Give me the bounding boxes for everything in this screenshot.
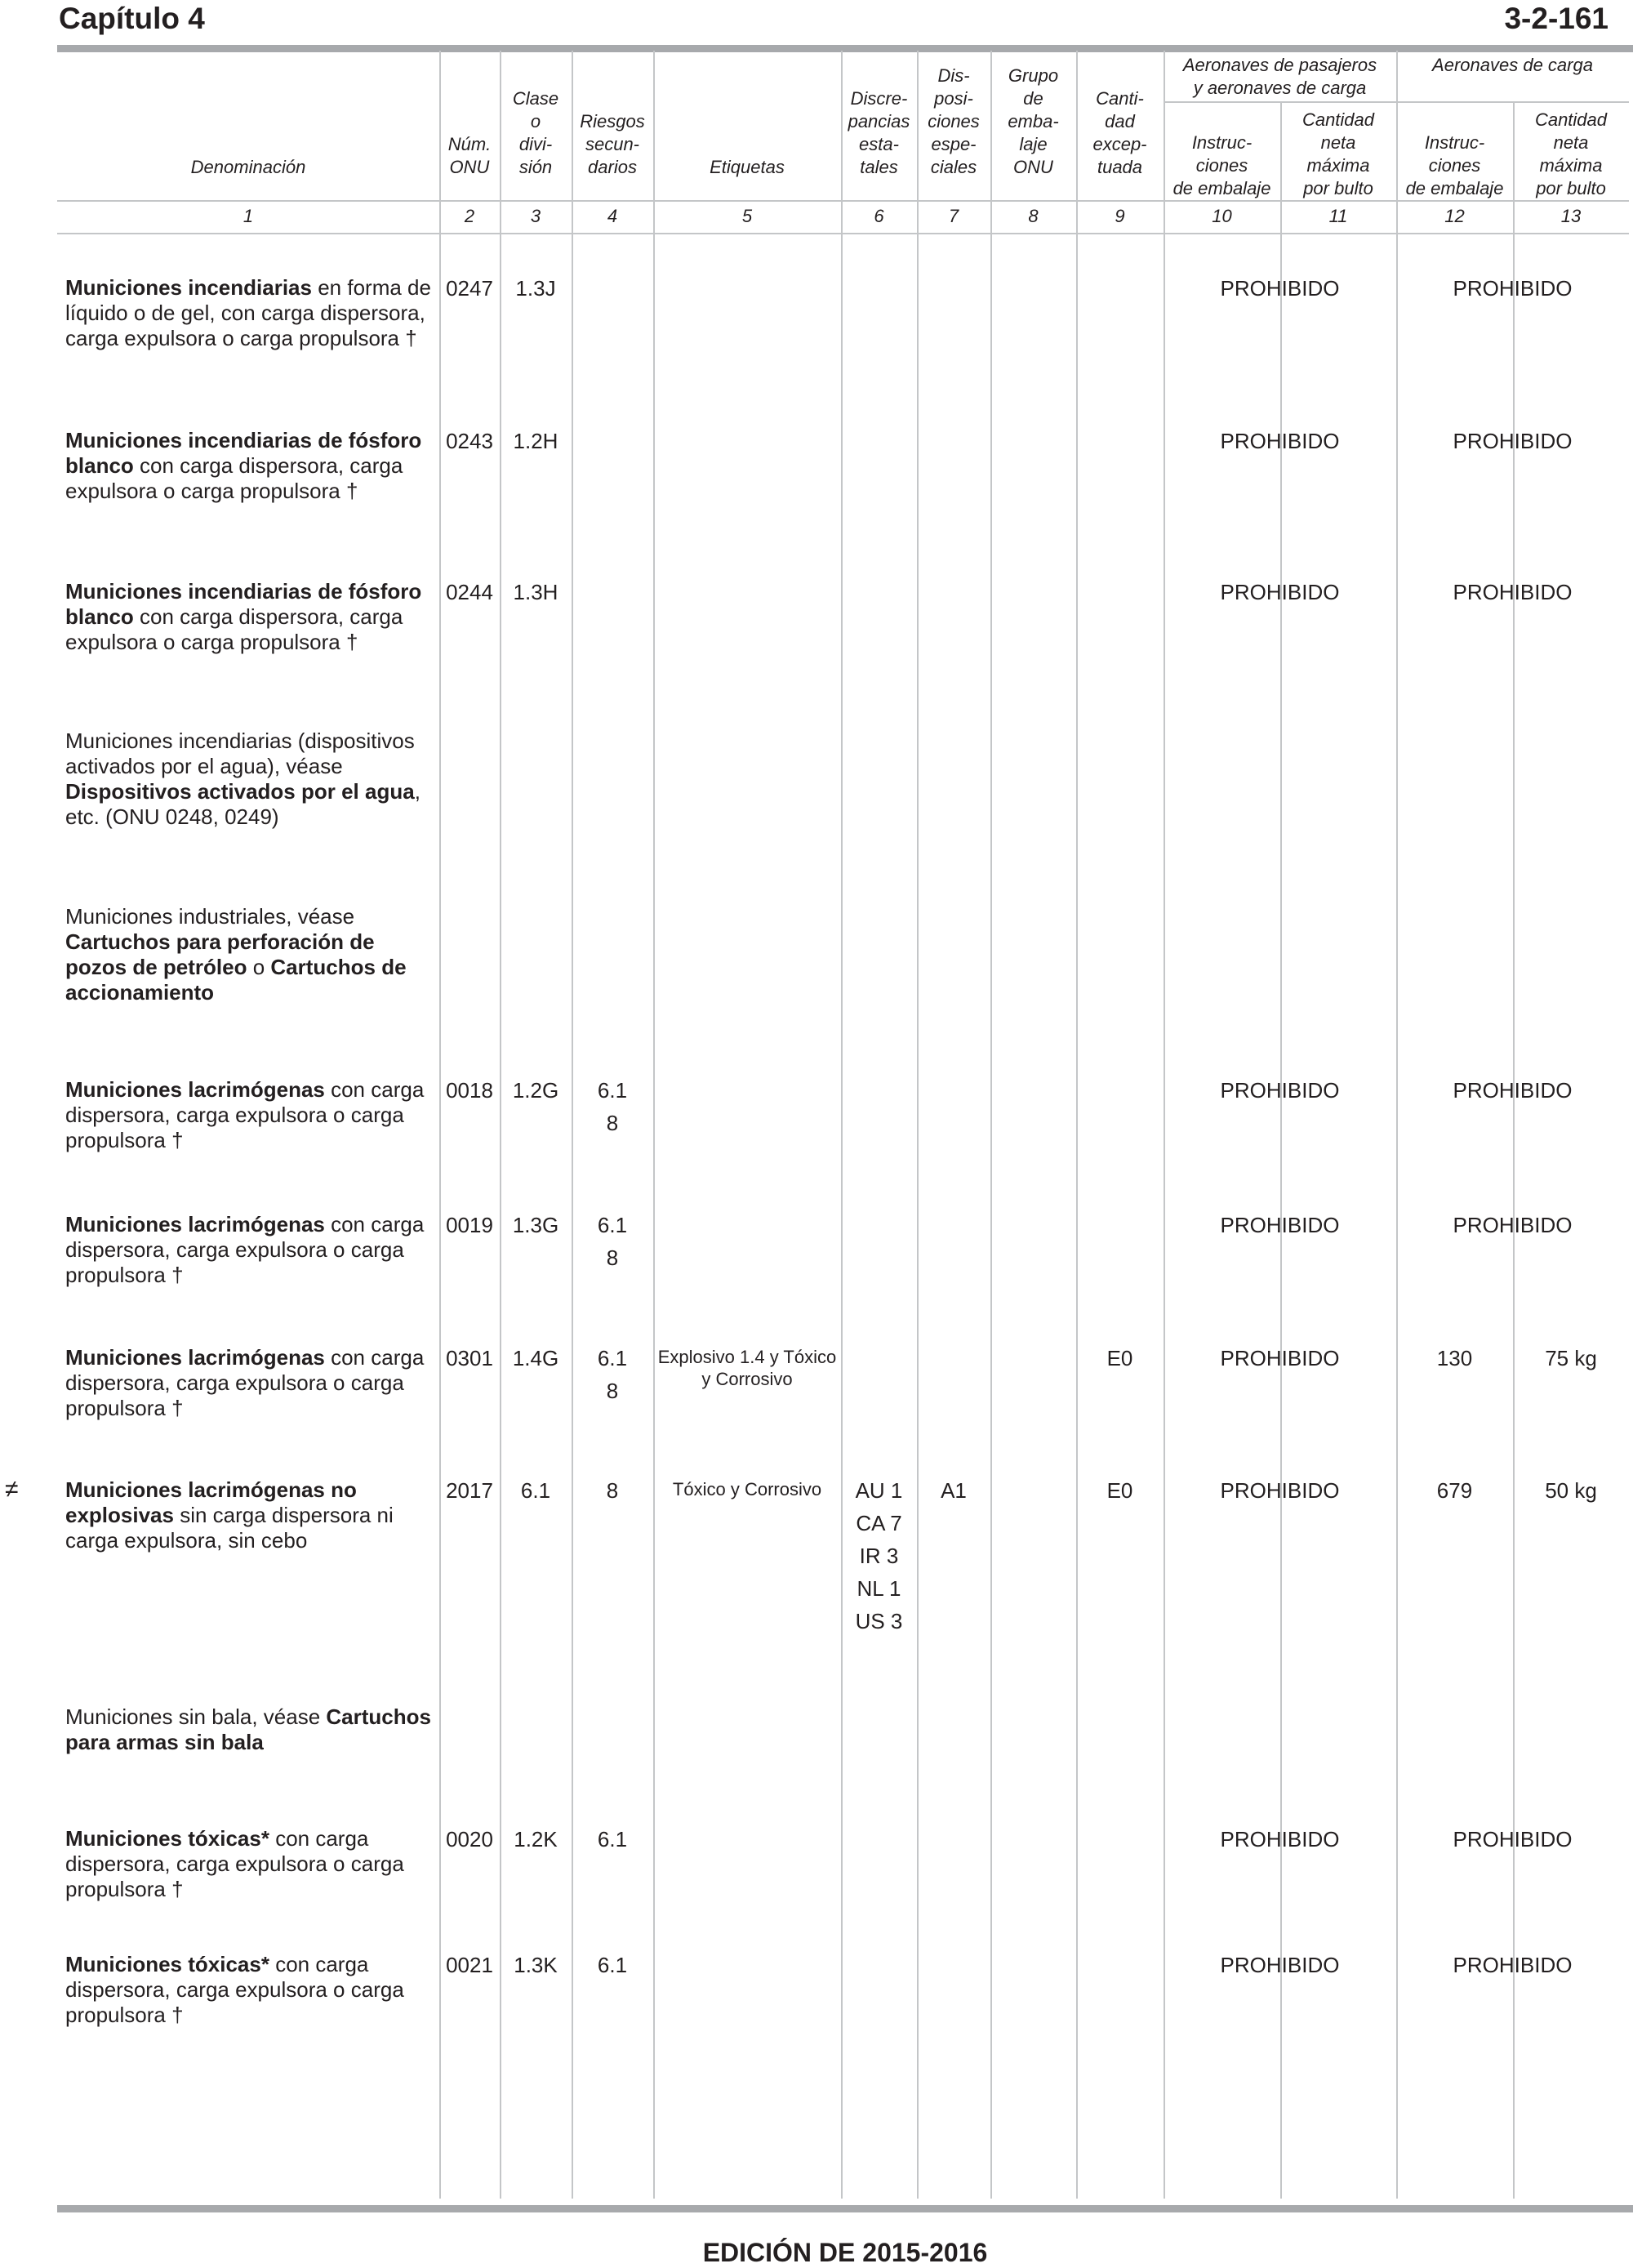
entry-name <box>65 1212 437 1288</box>
header-riesgos-line: secun- <box>585 134 640 154</box>
excepted-quantity: E0 <box>1106 1478 1133 1503</box>
header-cargo-instructions-line: Instruc- <box>1424 132 1485 153</box>
entry-name-text: o <box>247 955 271 979</box>
header-discrepancias-line: Discre- <box>850 88 908 109</box>
entry-name-text: con carga dispersora, carga expulsora o carga propulsora † <box>65 604 403 654</box>
passenger-prohibited: PROHIBIDO <box>1220 1478 1340 1503</box>
header-disposiciones-line: Dis- <box>937 65 970 86</box>
state-variation: CA 7 <box>856 1511 902 1535</box>
entry-name-text: con carga dispersora, carga expulsora o carga propulsora † <box>65 1345 425 1420</box>
class-division: 1.3J <box>515 276 556 301</box>
entry-name <box>65 579 437 655</box>
header-cargo-quantity-line: por bulto <box>1536 178 1606 198</box>
header-num-onu-line: Núm. <box>447 134 492 154</box>
entry-name <box>65 729 437 830</box>
header-group-passenger <box>1164 54 1396 100</box>
header-grupo-embalaje <box>990 65 1076 179</box>
passenger-prohibited: PROHIBIDO <box>1220 1346 1340 1370</box>
header-clase-line: Clase <box>512 88 559 109</box>
header-cantidad-exceptuada-line: tuada <box>1097 157 1143 177</box>
entry-name-bold: Cartuchos para perforación de pozos de petróleo <box>65 929 375 979</box>
column-number: 10 <box>1212 206 1232 226</box>
entry-name-text: Municiones incendiarias (dispositivos activados por el agua), véase <box>65 729 415 778</box>
passenger-prohibited: PROHIBIDO <box>1220 429 1340 453</box>
class-division: 1.3G <box>512 1213 559 1237</box>
header-discrepancias-line: esta- <box>859 134 899 154</box>
entry-name <box>65 1952 437 2028</box>
subsidiary-risk: 6.1 <box>597 1346 628 1370</box>
header-grupo-embalaje-line: Grupo <box>1008 65 1059 86</box>
header-cargo-quantity <box>1513 109 1629 200</box>
state-variation: IR 3 <box>859 1544 899 1568</box>
subsidiary-risk: 8 <box>606 1379 619 1403</box>
state-variation: AU 1 <box>855 1478 903 1503</box>
state-variation: NL 1 <box>857 1576 901 1601</box>
column-number: 1 <box>243 206 254 226</box>
passenger-prohibited: PROHIBIDO <box>1220 1827 1340 1851</box>
difference-mark: ≠ <box>5 1476 19 1503</box>
header-clase-line: sión <box>518 157 553 177</box>
class-division: 1.3K <box>514 1953 558 1977</box>
entry-name-bold: Municiones incendiarias de fósforo blanco <box>65 579 422 629</box>
header-cargo-instructions <box>1396 131 1513 200</box>
header-grupo-embalaje-line: ONU <box>1013 157 1053 177</box>
subsidiary-risk: 6.1 <box>597 1827 628 1851</box>
header-group-passenger-line: y aeronaves de carga <box>1193 78 1367 98</box>
header-num-onu-line: ONU <box>449 157 490 177</box>
entry-name <box>65 428 437 504</box>
entry-name-bold: Municiones incendiarias <box>65 275 312 300</box>
header-grupo-embalaje-line: emba- <box>1008 111 1059 131</box>
header-cargo-instructions-line: de embalaje <box>1405 178 1504 198</box>
header-denominacion-line: Denominación <box>190 157 306 177</box>
header-group-cargo-line: Aeronaves de carga <box>1432 55 1593 75</box>
entry-name <box>65 1345 437 1421</box>
entry-name <box>65 1077 437 1153</box>
cargo-prohibited: PROHIBIDO <box>1453 429 1573 453</box>
header-disposiciones-line: espe- <box>931 134 977 154</box>
entry-name-text: en forma de líquido o de gel, con carga dispersora, carga expulsora o carga propulsora † <box>65 275 431 350</box>
header-pax-instructions-line: Instruc- <box>1191 132 1253 153</box>
header-cantidad-exceptuada-line: dad <box>1105 111 1135 131</box>
un-number: 0301 <box>446 1346 493 1370</box>
cargo-prohibited: PROHIBIDO <box>1453 1827 1573 1851</box>
header-group-passenger-line: Aeronaves de pasajeros <box>1182 55 1377 75</box>
header-disposiciones-line: ciales <box>930 157 977 177</box>
subsidiary-risk: 6.1 <box>597 1953 628 1977</box>
column-divider <box>1076 234 1078 2199</box>
class-division: 1.4G <box>512 1346 559 1370</box>
header-discrepancias-line: tales <box>860 157 898 177</box>
header-pax-quantity-line: por bulto <box>1303 178 1373 198</box>
entry-name-text: con carga dispersora, carga expulsora o carga propulsora † <box>65 453 403 503</box>
column-divider <box>917 234 919 2199</box>
entry-name <box>65 275 437 351</box>
header-cargo-instructions-line: ciones <box>1428 155 1481 176</box>
un-number: 0018 <box>446 1078 493 1103</box>
subsidiary-risk: 6.1 <box>597 1213 628 1237</box>
header-pax-quantity <box>1280 109 1396 200</box>
column-number: 13 <box>1560 206 1582 226</box>
entry-name-bold: Municiones lacrimógenas <box>65 1345 325 1370</box>
un-number: 0244 <box>446 580 493 604</box>
header-num-onu <box>439 133 500 179</box>
column-number: 5 <box>741 206 753 226</box>
subsidiary-risk: 8 <box>606 1478 619 1503</box>
cargo-prohibited: PROHIBIDO <box>1453 1078 1573 1103</box>
subsidiary-risk: 6.1 <box>597 1078 628 1103</box>
header-pax-quantity-line: máxima <box>1306 155 1370 176</box>
column-number: 11 <box>1328 206 1348 226</box>
column-number: 9 <box>1115 206 1125 226</box>
subsidiary-risk: 8 <box>606 1111 619 1135</box>
header-pax-quantity-line: Cantidad <box>1302 109 1375 130</box>
entry-name-bold: Municiones lacrimógenas <box>65 1212 325 1236</box>
column-number: 12 <box>1444 206 1465 226</box>
header-riesgos-line: darios <box>588 157 637 177</box>
passenger-prohibited: PROHIBIDO <box>1220 276 1340 301</box>
header-cargo-quantity-line: Cantidad <box>1534 109 1608 130</box>
entry-name <box>65 1477 437 1553</box>
header-cargo-quantity-line: máxima <box>1539 155 1603 176</box>
un-number: 0243 <box>446 429 493 453</box>
header-riesgos-line: Riesgos <box>580 111 645 131</box>
column-numbers-line <box>57 233 1629 234</box>
class-division: 6.1 <box>520 1478 551 1503</box>
column-divider <box>841 234 843 2199</box>
entry-name-text: sin carga dispersora ni carga expulsora, sin cebo <box>65 1503 394 1553</box>
bottom-rule <box>57 2205 1633 2212</box>
column-number: 4 <box>607 206 618 226</box>
header-cargo-quantity-line: neta <box>1553 132 1589 153</box>
entry-name-text: con carga dispersora, carga expulsora o carga propulsora † <box>65 1952 404 2027</box>
header-denominacion <box>57 156 439 179</box>
entry-name-text: , etc. (ONU 0248, 0249) <box>65 779 420 829</box>
header-group-cargo <box>1396 54 1629 77</box>
header-cantidad-exceptuada-line: Canti- <box>1096 88 1144 109</box>
entry-name <box>65 904 437 1005</box>
passenger-prohibited: PROHIBIDO <box>1220 1953 1340 1977</box>
un-number: 2017 <box>446 1478 493 1503</box>
header-disposiciones <box>917 65 990 179</box>
entry-name-bold: Municiones tóxicas* <box>65 1952 269 1976</box>
un-number: 0247 <box>446 276 493 301</box>
footer-edition: EDICIÓN DE 2015-2016 <box>702 2238 988 2267</box>
column-number: 2 <box>464 206 475 226</box>
column-number: 7 <box>948 206 959 226</box>
special-provision: A1 <box>941 1478 967 1503</box>
header-disposiciones-line: ciones <box>928 111 980 131</box>
header-grupo-embalaje-line: de <box>1023 88 1043 109</box>
header-discrepancias-line: pancias <box>848 111 910 131</box>
state-variation: US 3 <box>855 1609 903 1633</box>
cargo-max-quantity: 50 kg <box>1545 1478 1597 1503</box>
chapter-title: Capítulo 4 <box>59 2 205 35</box>
entry-name-bold: Dispositivos activados por el agua <box>65 779 415 804</box>
header-pax-quantity-line: neta <box>1320 132 1356 153</box>
entry-name-bold: Municiones incendiarias de fósforo blanco <box>65 428 422 478</box>
hazard-label: Explosivo 1.4 y Tóxico y Corrosivo <box>657 1347 837 1389</box>
entry-name-text: Municiones sin bala, véase <box>65 1704 327 1729</box>
entry-name-bold: Municiones lacrimógenas no explosivas <box>65 1477 357 1527</box>
column-number: 3 <box>530 206 541 226</box>
un-number: 0020 <box>446 1827 493 1851</box>
header-pax-instructions-line: ciones <box>1195 155 1248 176</box>
header-etiquetas <box>653 156 841 179</box>
header-disposiciones-line: posi- <box>934 88 973 109</box>
header-discrepancias <box>841 87 917 179</box>
header-cantidad-exceptuada <box>1076 87 1164 179</box>
entry-name-text: con carga dispersora, carga expulsora o carga propulsora † <box>65 1212 425 1287</box>
header-cantidad-exceptuada-line: excep- <box>1092 134 1147 154</box>
entry-name-bold: Municiones tóxicas* <box>65 1826 269 1851</box>
column-number: 8 <box>1028 206 1039 226</box>
cargo-prohibited: PROHIBIDO <box>1453 580 1573 604</box>
header-grupo-embalaje-line: laje <box>1019 134 1048 154</box>
passenger-prohibited: PROHIBIDO <box>1220 580 1340 604</box>
entry-name <box>65 1826 437 1902</box>
header-clase <box>500 87 572 179</box>
column-divider <box>653 234 655 2199</box>
un-number: 0019 <box>446 1213 493 1237</box>
header-riesgos <box>572 110 653 179</box>
hazard-label: Tóxico y Corrosivo <box>672 1479 822 1499</box>
header-pax-instructions-line: de embalaje <box>1172 178 1271 198</box>
cargo-packing-instruction: 130 <box>1436 1346 1473 1370</box>
cargo-prohibited: PROHIBIDO <box>1453 1213 1573 1237</box>
header-pax-instructions <box>1164 131 1280 200</box>
entry-name-bold: Cartuchos para armas sin bala <box>65 1704 431 1754</box>
un-number: 0021 <box>446 1953 493 1977</box>
passenger-prohibited: PROHIBIDO <box>1220 1078 1340 1103</box>
entry-name-bold: Municiones lacrimógenas <box>65 1077 325 1102</box>
column-divider <box>990 234 992 2199</box>
passenger-prohibited: PROHIBIDO <box>1220 1213 1340 1237</box>
header-etiquetas-line: Etiquetas <box>710 157 785 177</box>
entry-name-bold: Cartuchos de accionamiento <box>65 955 407 1005</box>
excepted-quantity: E0 <box>1106 1346 1133 1370</box>
entry-name-text: con carga dispersora, carga expulsora o carga propulsora † <box>65 1826 404 1901</box>
class-division: 1.2K <box>514 1827 558 1851</box>
class-division: 1.2G <box>512 1078 559 1103</box>
cargo-max-quantity: 75 kg <box>1545 1346 1597 1370</box>
entry-name-text: con carga dispersora, carga expulsora o carga propulsora † <box>65 1077 425 1152</box>
entry-name <box>65 1704 437 1755</box>
cargo-packing-instruction: 679 <box>1436 1478 1473 1503</box>
page-number: 3-2-161 <box>1504 2 1609 35</box>
class-division: 1.3H <box>513 580 558 604</box>
cargo-prohibited: PROHIBIDO <box>1453 1953 1573 1977</box>
cargo-prohibited: PROHIBIDO <box>1453 276 1573 301</box>
class-division: 1.2H <box>513 429 558 453</box>
column-number: 6 <box>874 206 884 226</box>
header-line-bottom <box>57 200 1629 202</box>
entry-name-text: Municiones industriales, véase <box>65 904 355 929</box>
header-clase-line: o <box>530 111 541 131</box>
header-clase-line: divi- <box>518 134 553 154</box>
subsidiary-risk: 8 <box>606 1245 619 1270</box>
